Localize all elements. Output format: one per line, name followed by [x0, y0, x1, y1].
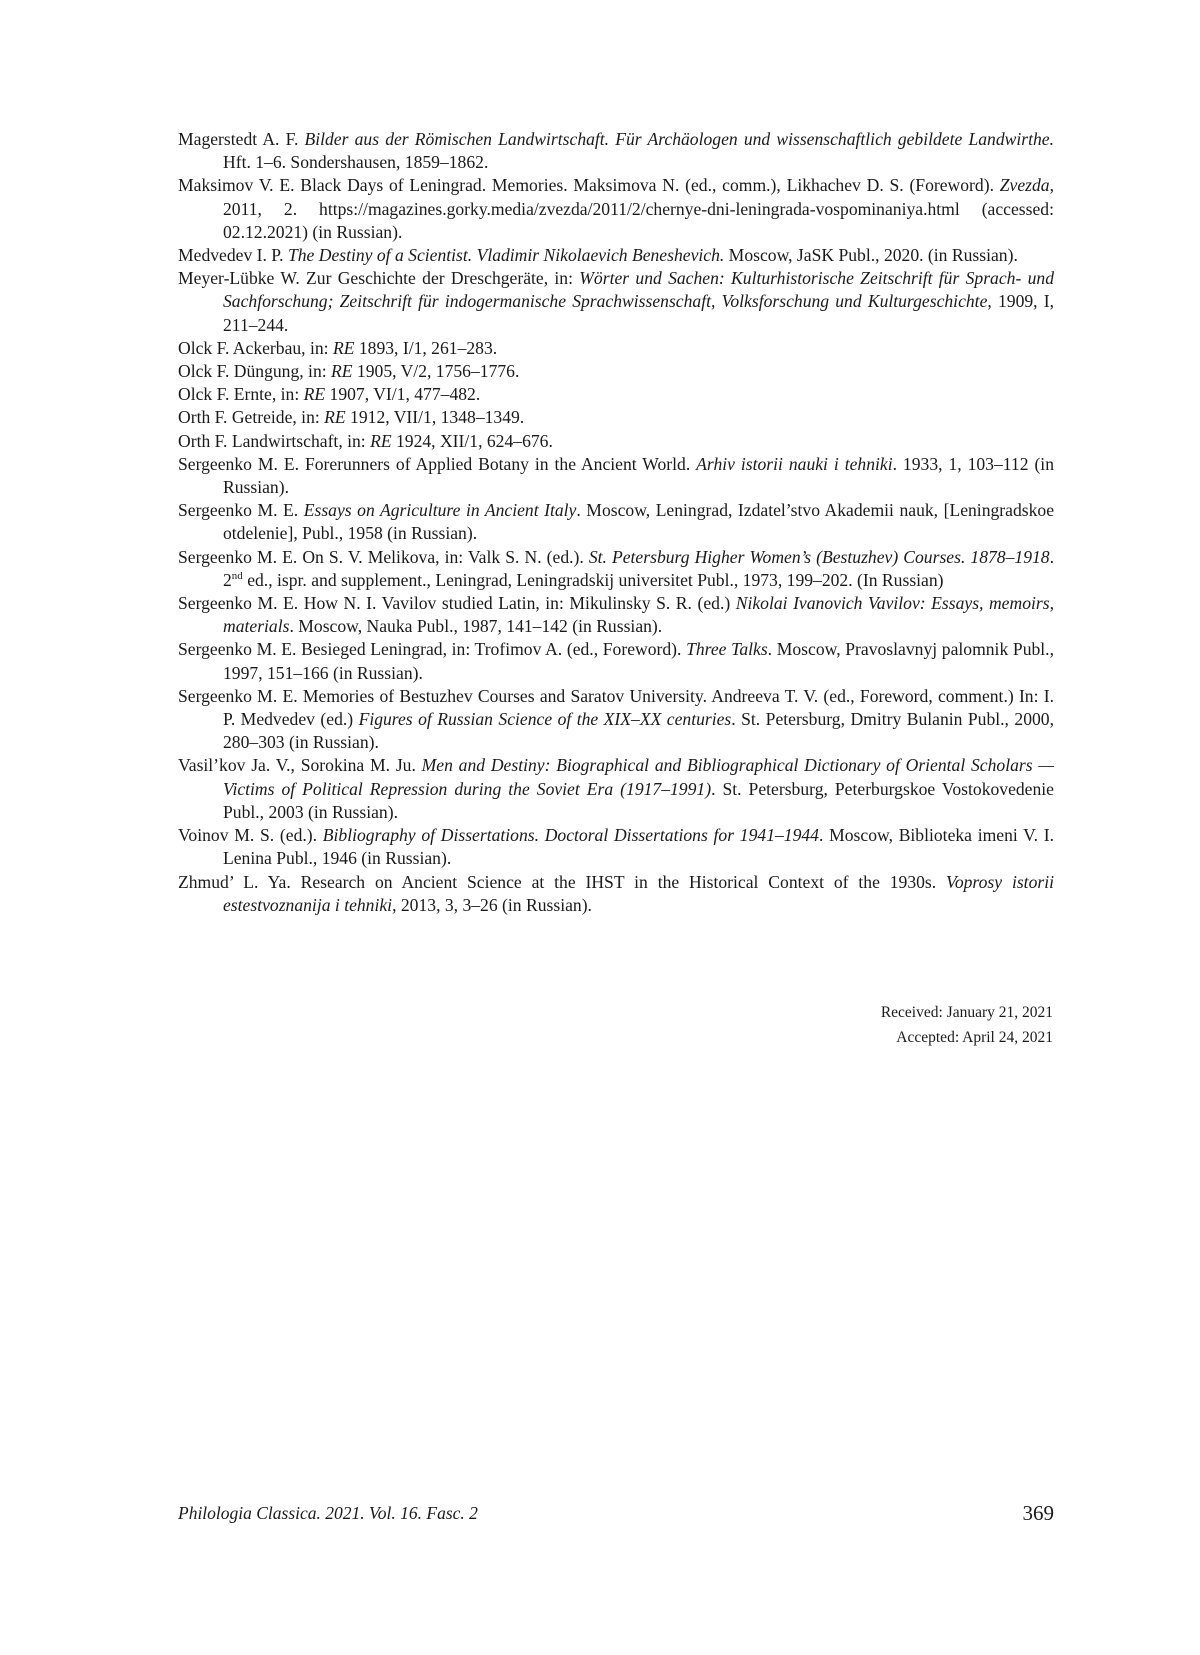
reference-italic-text: RE	[370, 430, 392, 451]
reference-italic-text: Three Talks	[686, 639, 768, 660]
reference-text: . St. Petersburg, Dmitry Bulanin Publ., 2000, 280–303 (in Russian).	[223, 709, 1054, 753]
reference-text: Hft. 1–6. Sondershausen, 1859–1862.	[223, 152, 489, 173]
reference-text: 1893, I/1, 261–283.	[354, 337, 498, 358]
reference-italic-text: The Destiny of a Scientist. Vladimir Nikolaevich Beneshevich.	[287, 245, 725, 266]
reference-text: Meyer-Lübke W. Zur Geschichte der Dreschgeräte, in:	[178, 268, 580, 289]
reference-text: Sergeenko M. E. How N. I. Vavilov studied Latin, in: Mikulinsky S. R. (ed.)	[178, 593, 736, 614]
reference-italic-text: Wörter und Sachen: Kulturhistorische Zeitschrift für Sprach- und Sachforschung; Zeitschrift für indogermanische Sprachwissenschaft, Volksforschung und Kulturgeschichte	[223, 268, 1054, 312]
reference-text: Sergeenko M. E. Memories of Bestuzhev Courses and Saratov University. Andreeva T. V. (ed., Foreword, comment.) In: I. P. Medvedev (ed.)	[178, 685, 1054, 730]
reference-entry	[178, 430, 1054, 453]
reference-entry	[178, 244, 1054, 267]
reference-entry	[178, 638, 1054, 684]
reference-italic-text: RE	[303, 384, 326, 405]
reference-text: Olck F. Düngung, in:	[178, 361, 332, 382]
reference-text: Zhmud’ L. Ya. Research on Ancient Science at the IHST in the Historical Context of the 1930s.	[178, 871, 947, 892]
reference-text: Olck F. Ackerbau, in:	[178, 337, 333, 358]
reference-entry	[178, 871, 1054, 917]
reference-text: . Moscow, Pravoslavnyj palomnik Publ., 1997, 151–166 (in Russian).	[223, 639, 1054, 683]
reference-text: . Moscow, Biblioteka imeni V. I. Lenina Publ., 1946 (in Russian).	[223, 825, 1055, 869]
reference-text: Medvedev I. P.	[178, 245, 288, 266]
page-footer	[178, 1498, 1054, 1528]
reference-text: . St. Petersburg, Peterburgskoe Vostokovedenie Publ., 2003 (in Russian).	[223, 778, 1054, 822]
reference-entry	[178, 360, 1054, 383]
reference-text: Sergeenko M. E. Forerunners of Applied Botany in the Ancient World.	[178, 453, 697, 474]
reference-italic-text: Voprosy istorii estestvoznanija i tehniki	[223, 871, 1054, 915]
reference-italic-text: Essays on Agriculture in Ancient Italy	[303, 500, 577, 521]
reference-text: ed., ispr. and supplement., Leningrad, Leningradskij universitet Publ., 1973, 199–202. (In Russian)	[242, 569, 944, 590]
reference-entry	[178, 685, 1054, 755]
reference-text: Orth F. Getreide, in:	[178, 407, 325, 428]
reference-text: Sergeenko M. E. Besieged Leningrad, in: Trofimov A. (ed., Foreword).	[178, 639, 687, 660]
reference-list	[178, 128, 1054, 917]
reference-text: . 1933, 1, 103–112 (in Russian).	[223, 453, 1054, 498]
reference-italic-text: St. Petersburg Higher Women’s (Bestuzhev) Courses. 1878–1918	[588, 546, 1050, 567]
reference-italic-text: Zvezda	[999, 175, 1050, 196]
reference-text: Maksimov V. E. Black Days of Leningrad. Memories. Maksimova N. (ed., comm.), Likhachev D. S. (Foreword).	[178, 175, 1000, 196]
journal-citation: Philologia Classica. 2021. Vol. 16. Fasc. 2	[178, 1503, 478, 1523]
reference-text: 1905, V/2, 1756–1776.	[352, 361, 520, 382]
reference-italic-text: Nikolai Ivanovich Vavilov: Essays, memoirs, materials	[223, 593, 1054, 637]
reference-text: Voinov M. S. (ed.).	[178, 825, 323, 846]
reference-entry	[178, 128, 1054, 174]
reference-italic-text: RE	[324, 407, 346, 428]
reference-italic-text: Arhiv istorii nauki i tehniki	[696, 453, 893, 474]
reference-text: . Moscow, Leningrad, Izdatel’stvo Akademii nauk, [Leningradskoe otdelenie], Publ., 1958 (in Russian).	[223, 500, 1055, 544]
reference-text: 1907, VI/1, 477–482.	[325, 384, 481, 405]
reference-italic-text: RE	[332, 337, 355, 358]
accepted-date: Accepted: April 24, 2021	[896, 1029, 1053, 1046]
reference-text: Magerstedt A. F.	[178, 129, 305, 149]
reference-entry	[178, 267, 1054, 337]
reference-entry	[178, 453, 1054, 499]
reference-entry	[178, 174, 1054, 244]
page-number: 369	[1022, 1501, 1054, 1525]
reference-entry	[178, 546, 1054, 592]
article-dates	[881, 1000, 1053, 1050]
reference-text: . 2	[223, 546, 1054, 590]
reference-text: Vasil’kov Ja. V., Sorokina M. Ju.	[178, 755, 422, 776]
received-date: Received: January 21, 2021	[880, 1004, 1053, 1021]
reference-entry	[178, 337, 1054, 360]
reference-text: , 1909, I, 211–244.	[223, 291, 1054, 335]
reference-italic-text: Bilder aus der Römischen Landwirtschaft. Für Archäologen und wissenschaftlich gebildete Landwirthe.	[304, 129, 1054, 149]
reference-text: Sergeenko M. E. On S. V. Melikova, in: Valk S. N. (ed.).	[178, 546, 589, 567]
reference-entry	[178, 824, 1054, 870]
reference-text: Orth F. Landwirtschaft, in:	[178, 430, 371, 451]
reference-text: 1924, XII/1, 624–676.	[391, 430, 553, 451]
reference-entry	[178, 754, 1054, 824]
reference-italic-text: Figures of Russian Science of the XIX–XX centuries	[358, 709, 732, 730]
reference-italic-text: Bibliography of Dissertations. Doctoral Dissertations for 1941–1944	[322, 825, 819, 846]
reference-text: , 2013, 3, 3–26 (in Russian).	[392, 894, 592, 915]
reference-text: Olck F. Ernte, in:	[178, 384, 304, 405]
reference-italic-text: RE	[331, 361, 353, 382]
reference-entry	[178, 499, 1054, 545]
reference-text: nd	[231, 570, 243, 582]
reference-italic-text: Men and Destiny: Biographical and Bibliographical Dictionary of Oriental Scholars — Victims of Political Repression during the Soviet Era (1917–1991)	[223, 755, 1054, 799]
reference-entry	[178, 406, 1054, 429]
reference-text: 1912, VII/1, 1348–1349.	[345, 407, 525, 428]
reference-entry	[178, 592, 1054, 638]
reference-text: . Moscow, Nauka Publ., 1987, 141–142 (in Russian).	[289, 616, 663, 637]
reference-text: Sergeenko M. E.	[178, 500, 304, 521]
reference-text: , 2011, 2. https://magazines.gorky.media/zvezda/2011/2/chernye-dni-leningrada-vospominaniya.html (accessed: 02.12.2021) (in Russian).	[223, 175, 1054, 242]
reference-text: Moscow, JaSK Publ., 2020. (in Russian).	[724, 245, 1018, 266]
reference-entry	[178, 383, 1054, 406]
